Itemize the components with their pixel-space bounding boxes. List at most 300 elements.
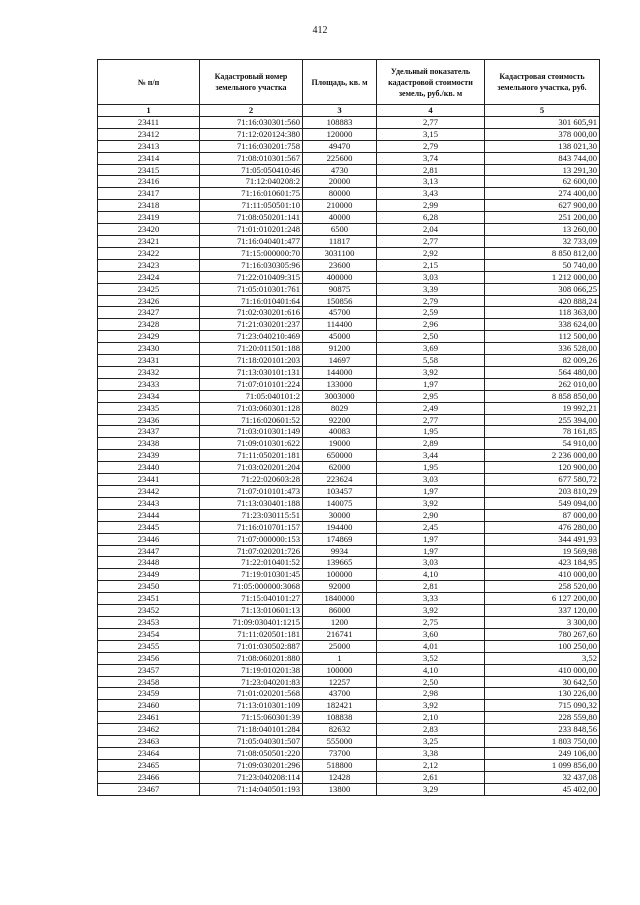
area-cell: 40000 bbox=[303, 212, 377, 224]
unit-value-cell: 3,03 bbox=[377, 474, 485, 486]
area-cell: 100000 bbox=[303, 569, 377, 581]
area-cell: 223624 bbox=[303, 474, 377, 486]
area-cell: 133000 bbox=[303, 378, 377, 390]
cadastral-number-cell: 71:05:040301:507 bbox=[200, 736, 303, 748]
table-row bbox=[98, 426, 600, 438]
cadastral-value-cell: 203 810,29 bbox=[485, 486, 600, 498]
table-row bbox=[98, 235, 600, 247]
unit-value-cell: 3,13 bbox=[377, 176, 485, 188]
table-row bbox=[98, 176, 600, 188]
row-number-cell: 23450 bbox=[98, 581, 200, 593]
unit-value-cell: 3,44 bbox=[377, 450, 485, 462]
table-row bbox=[98, 212, 600, 224]
table-row bbox=[98, 688, 600, 700]
unit-value-cell: 3,92 bbox=[377, 366, 485, 378]
table-row bbox=[98, 497, 600, 509]
table-row bbox=[98, 331, 600, 343]
row-number-cell: 23424 bbox=[98, 271, 200, 283]
row-number-cell: 23431 bbox=[98, 355, 200, 367]
cadastral-value-cell: 3,52 bbox=[485, 652, 600, 664]
row-number-cell: 23421 bbox=[98, 235, 200, 247]
cadastral-value-cell: 13 260,00 bbox=[485, 224, 600, 236]
row-number-cell: 23416 bbox=[98, 176, 200, 188]
unit-value-cell: 1,95 bbox=[377, 426, 485, 438]
page-number: 412 bbox=[312, 25, 328, 36]
row-number-cell: 23456 bbox=[98, 652, 200, 664]
table-row bbox=[98, 509, 600, 521]
row-number-cell: 23460 bbox=[98, 700, 200, 712]
area-cell: 194400 bbox=[303, 521, 377, 533]
area-cell: 43700 bbox=[303, 688, 377, 700]
cadastral-number-cell: 71:13:030101:131 bbox=[200, 366, 303, 378]
unit-value-cell: 3,03 bbox=[377, 271, 485, 283]
row-number-cell: 23449 bbox=[98, 569, 200, 581]
column-number: 2 bbox=[200, 105, 303, 117]
row-number-cell: 23447 bbox=[98, 545, 200, 557]
cadastral-value-table bbox=[97, 59, 600, 796]
area-cell: 650000 bbox=[303, 450, 377, 462]
cadastral-number-cell: 71:16:030301:560 bbox=[200, 116, 303, 128]
area-cell: 8029 bbox=[303, 402, 377, 414]
cadastral-number-cell: 71:12:020124:380 bbox=[200, 128, 303, 140]
area-cell: 216741 bbox=[303, 628, 377, 640]
cadastral-number-cell: 71:19:010301:45 bbox=[200, 569, 303, 581]
table-row bbox=[98, 521, 600, 533]
cadastral-number-cell: 71:23:030115:51 bbox=[200, 509, 303, 521]
area-cell: 103457 bbox=[303, 486, 377, 498]
cadastral-number-cell: 71:22:010401:52 bbox=[200, 557, 303, 569]
cadastral-number-cell: 71:08:050201:141 bbox=[200, 212, 303, 224]
row-number-cell: 23438 bbox=[98, 438, 200, 450]
cadastral-value-cell: 6 127 200,00 bbox=[485, 593, 600, 605]
cadastral-number-cell: 71:15:060301:39 bbox=[200, 712, 303, 724]
unit-value-cell: 2,77 bbox=[377, 414, 485, 426]
table-row bbox=[98, 295, 600, 307]
table-row bbox=[98, 593, 600, 605]
table-row bbox=[98, 712, 600, 724]
cadastral-value-cell: 228 559,80 bbox=[485, 712, 600, 724]
table-row bbox=[98, 486, 600, 498]
header-unit-value: Удельный показатель кадастровой стоимости земель, руб./кв. м bbox=[377, 60, 485, 105]
cadastral-value-cell: 344 491,93 bbox=[485, 533, 600, 545]
cadastral-number-cell: 71:05:050410:46 bbox=[200, 164, 303, 176]
row-number-cell: 23462 bbox=[98, 724, 200, 736]
row-number-cell: 23442 bbox=[98, 486, 200, 498]
area-cell: 45700 bbox=[303, 307, 377, 319]
table-row bbox=[98, 747, 600, 759]
cadastral-number-cell: 71:15:000000:70 bbox=[200, 247, 303, 259]
cadastral-value-cell: 3 300,00 bbox=[485, 616, 600, 628]
unit-value-cell: 3,15 bbox=[377, 128, 485, 140]
unit-value-cell: 3,52 bbox=[377, 652, 485, 664]
row-number-cell: 23437 bbox=[98, 426, 200, 438]
area-cell: 40083 bbox=[303, 426, 377, 438]
unit-value-cell: 3,38 bbox=[377, 747, 485, 759]
cadastral-value-cell: 780 267,60 bbox=[485, 628, 600, 640]
area-cell: 49470 bbox=[303, 140, 377, 152]
table-row bbox=[98, 164, 600, 176]
table-row bbox=[98, 355, 600, 367]
table-row bbox=[98, 533, 600, 545]
unit-value-cell: 3,43 bbox=[377, 188, 485, 200]
cadastral-number-cell: 71:05:040101:2 bbox=[200, 390, 303, 402]
header-row bbox=[98, 60, 600, 105]
table-row bbox=[98, 366, 600, 378]
area-cell: 82632 bbox=[303, 724, 377, 736]
row-number-cell: 23440 bbox=[98, 462, 200, 474]
cadastral-number-cell: 71:12:040208:2 bbox=[200, 176, 303, 188]
unit-value-cell: 2,77 bbox=[377, 116, 485, 128]
unit-value-cell: 2,79 bbox=[377, 140, 485, 152]
unit-value-cell: 2,10 bbox=[377, 712, 485, 724]
row-number-cell: 23418 bbox=[98, 200, 200, 212]
cadastral-value-cell: 258 520,00 bbox=[485, 581, 600, 593]
row-number-cell: 23425 bbox=[98, 283, 200, 295]
cadastral-number-cell: 71:01:020201:568 bbox=[200, 688, 303, 700]
cadastral-value-cell: 564 480,00 bbox=[485, 366, 600, 378]
area-cell: 86000 bbox=[303, 605, 377, 617]
table-row bbox=[98, 474, 600, 486]
area-cell: 12428 bbox=[303, 771, 377, 783]
cadastral-value-cell: 336 528,00 bbox=[485, 343, 600, 355]
unit-value-cell: 2,79 bbox=[377, 295, 485, 307]
unit-value-cell: 1,97 bbox=[377, 378, 485, 390]
cadastral-value-cell: 138 021,30 bbox=[485, 140, 600, 152]
table-row bbox=[98, 605, 600, 617]
row-number-cell: 23439 bbox=[98, 450, 200, 462]
cadastral-value-cell: 549 094,00 bbox=[485, 497, 600, 509]
cadastral-value-cell: 308 066,25 bbox=[485, 283, 600, 295]
cadastral-value-cell: 32 437,08 bbox=[485, 771, 600, 783]
cadastral-number-cell: 71:07:000000:153 bbox=[200, 533, 303, 545]
table-row bbox=[98, 259, 600, 271]
table-row bbox=[98, 557, 600, 569]
cadastral-number-cell: 71:09:030401:1215 bbox=[200, 616, 303, 628]
table-row bbox=[98, 724, 600, 736]
header-area: Площадь, кв. м bbox=[303, 60, 377, 105]
table-row bbox=[98, 640, 600, 652]
area-cell: 139665 bbox=[303, 557, 377, 569]
cadastral-value-cell: 100 250,00 bbox=[485, 640, 600, 652]
cadastral-value-cell: 378 000,00 bbox=[485, 128, 600, 140]
area-cell: 4730 bbox=[303, 164, 377, 176]
unit-value-cell: 2,81 bbox=[377, 164, 485, 176]
row-number-cell: 23457 bbox=[98, 664, 200, 676]
header-cadastral-value: Кадастровая стоимость земельного участка, руб. bbox=[485, 60, 600, 105]
cadastral-number-cell: 71:23:040208:114 bbox=[200, 771, 303, 783]
cadastral-value-cell: 87 000,00 bbox=[485, 509, 600, 521]
area-cell: 23600 bbox=[303, 259, 377, 271]
cadastral-number-cell: 71:20:011501:188 bbox=[200, 343, 303, 355]
unit-value-cell: 3,60 bbox=[377, 628, 485, 640]
cadastral-value-cell: 118 363,00 bbox=[485, 307, 600, 319]
area-cell: 11817 bbox=[303, 235, 377, 247]
area-cell: 6500 bbox=[303, 224, 377, 236]
unit-value-cell: 3,03 bbox=[377, 557, 485, 569]
cadastral-number-cell: 71:09:030201:296 bbox=[200, 759, 303, 771]
cadastral-value-cell: 120 900,00 bbox=[485, 462, 600, 474]
unit-value-cell: 2,98 bbox=[377, 688, 485, 700]
row-number-cell: 23427 bbox=[98, 307, 200, 319]
cadastral-value-cell: 30 642,50 bbox=[485, 676, 600, 688]
table-row bbox=[98, 224, 600, 236]
table-row bbox=[98, 116, 600, 128]
cadastral-value-cell: 249 106,00 bbox=[485, 747, 600, 759]
row-number-cell: 23419 bbox=[98, 212, 200, 224]
cadastral-value-cell: 1 803 750,00 bbox=[485, 736, 600, 748]
cadastral-number-cell: 71:11:050201:181 bbox=[200, 450, 303, 462]
area-cell: 80000 bbox=[303, 188, 377, 200]
row-number-cell: 23445 bbox=[98, 521, 200, 533]
row-number-cell: 23463 bbox=[98, 736, 200, 748]
row-number-cell: 23423 bbox=[98, 259, 200, 271]
column-number-row bbox=[98, 105, 600, 117]
unit-value-cell: 2,04 bbox=[377, 224, 485, 236]
cadastral-number-cell: 71:23:040201:83 bbox=[200, 676, 303, 688]
row-number-cell: 23451 bbox=[98, 593, 200, 605]
cadastral-number-cell: 71:14:040501:193 bbox=[200, 783, 303, 795]
cadastral-number-cell: 71:08:060201:880 bbox=[200, 652, 303, 664]
area-cell: 30000 bbox=[303, 509, 377, 521]
table-row bbox=[98, 783, 600, 795]
area-cell: 1 bbox=[303, 652, 377, 664]
cadastral-value-cell: 8 858 850,00 bbox=[485, 390, 600, 402]
table-row bbox=[98, 736, 600, 748]
cadastral-value-cell: 715 090,32 bbox=[485, 700, 600, 712]
row-number-cell: 23429 bbox=[98, 331, 200, 343]
cadastral-number-cell: 71:08:050501:220 bbox=[200, 747, 303, 759]
cadastral-value-cell: 19 992,21 bbox=[485, 402, 600, 414]
cadastral-number-cell: 71:21:030201:237 bbox=[200, 319, 303, 331]
unit-value-cell: 3,74 bbox=[377, 152, 485, 164]
cadastral-value-cell: 337 120,00 bbox=[485, 605, 600, 617]
unit-value-cell: 3,33 bbox=[377, 593, 485, 605]
area-cell: 25000 bbox=[303, 640, 377, 652]
area-cell: 45000 bbox=[303, 331, 377, 343]
cadastral-value-cell: 274 400,00 bbox=[485, 188, 600, 200]
unit-value-cell: 2,49 bbox=[377, 402, 485, 414]
header-row-number: № п/п bbox=[98, 60, 200, 105]
row-number-cell: 23444 bbox=[98, 509, 200, 521]
table-row bbox=[98, 343, 600, 355]
table-row bbox=[98, 414, 600, 426]
cadastral-number-cell: 71:16:040401:477 bbox=[200, 235, 303, 247]
area-cell: 14697 bbox=[303, 355, 377, 367]
column-number: 5 bbox=[485, 105, 600, 117]
cadastral-number-cell: 71:02:030201:616 bbox=[200, 307, 303, 319]
cadastral-number-cell: 71:22:020603:28 bbox=[200, 474, 303, 486]
cadastral-value-cell: 45 402,00 bbox=[485, 783, 600, 795]
row-number-cell: 23420 bbox=[98, 224, 200, 236]
area-cell: 13800 bbox=[303, 783, 377, 795]
unit-value-cell: 1,97 bbox=[377, 545, 485, 557]
cadastral-value-cell: 410 000,00 bbox=[485, 664, 600, 676]
cadastral-value-cell: 251 200,00 bbox=[485, 212, 600, 224]
area-cell: 73700 bbox=[303, 747, 377, 759]
unit-value-cell: 2,50 bbox=[377, 331, 485, 343]
table-row bbox=[98, 438, 600, 450]
unit-value-cell: 2,95 bbox=[377, 390, 485, 402]
cadastral-number-cell: 71:08:010301:567 bbox=[200, 152, 303, 164]
area-cell: 3031100 bbox=[303, 247, 377, 259]
unit-value-cell: 3,39 bbox=[377, 283, 485, 295]
cadastral-value-cell: 2 236 000,00 bbox=[485, 450, 600, 462]
cadastral-number-cell: 71:07:010101:224 bbox=[200, 378, 303, 390]
unit-value-cell: 3,29 bbox=[377, 783, 485, 795]
area-cell: 144000 bbox=[303, 366, 377, 378]
unit-value-cell: 5,58 bbox=[377, 355, 485, 367]
cadastral-value-cell: 1 099 856,00 bbox=[485, 759, 600, 771]
cadastral-value-cell: 82 009,26 bbox=[485, 355, 600, 367]
area-cell: 108838 bbox=[303, 712, 377, 724]
table-row bbox=[98, 759, 600, 771]
cadastral-value-cell: 54 910,00 bbox=[485, 438, 600, 450]
unit-value-cell: 2,81 bbox=[377, 581, 485, 593]
cadastral-value-cell: 1 212 000,00 bbox=[485, 271, 600, 283]
cadastral-number-cell: 71:07:020201:726 bbox=[200, 545, 303, 557]
cadastral-value-cell: 255 394,00 bbox=[485, 414, 600, 426]
unit-value-cell: 3,69 bbox=[377, 343, 485, 355]
unit-value-cell: 4,10 bbox=[377, 569, 485, 581]
table-row bbox=[98, 200, 600, 212]
unit-value-cell: 2,75 bbox=[377, 616, 485, 628]
table-row bbox=[98, 188, 600, 200]
area-cell: 114400 bbox=[303, 319, 377, 331]
unit-value-cell: 2,77 bbox=[377, 235, 485, 247]
cadastral-value-cell: 19 569,98 bbox=[485, 545, 600, 557]
unit-value-cell: 2,59 bbox=[377, 307, 485, 319]
area-cell: 108883 bbox=[303, 116, 377, 128]
cadastral-number-cell: 71:03:010301:149 bbox=[200, 426, 303, 438]
table-row bbox=[98, 271, 600, 283]
unit-value-cell: 2,61 bbox=[377, 771, 485, 783]
cadastral-value-cell: 627 900,00 bbox=[485, 200, 600, 212]
cadastral-value-cell: 32 733,09 bbox=[485, 235, 600, 247]
table-row bbox=[98, 390, 600, 402]
cadastral-value-cell: 843 744,00 bbox=[485, 152, 600, 164]
table-row bbox=[98, 378, 600, 390]
table-row bbox=[98, 676, 600, 688]
row-number-cell: 23441 bbox=[98, 474, 200, 486]
unit-value-cell: 2,15 bbox=[377, 259, 485, 271]
row-number-cell: 23467 bbox=[98, 783, 200, 795]
cadastral-number-cell: 71:13:030401:188 bbox=[200, 497, 303, 509]
cadastral-value-cell: 338 624,00 bbox=[485, 319, 600, 331]
row-number-cell: 23433 bbox=[98, 378, 200, 390]
cadastral-number-cell: 71:05:010301:761 bbox=[200, 283, 303, 295]
cadastral-number-cell: 71:16:010701:157 bbox=[200, 521, 303, 533]
area-cell: 225600 bbox=[303, 152, 377, 164]
row-number-cell: 23436 bbox=[98, 414, 200, 426]
unit-value-cell: 4,10 bbox=[377, 664, 485, 676]
unit-value-cell: 2,92 bbox=[377, 247, 485, 259]
unit-value-cell: 1,97 bbox=[377, 486, 485, 498]
table-row bbox=[98, 628, 600, 640]
cadastral-number-cell: 71:18:020101:203 bbox=[200, 355, 303, 367]
row-number-cell: 23452 bbox=[98, 605, 200, 617]
row-number-cell: 23434 bbox=[98, 390, 200, 402]
row-number-cell: 23414 bbox=[98, 152, 200, 164]
table-row bbox=[98, 307, 600, 319]
cadastral-value-cell: 62 600,00 bbox=[485, 176, 600, 188]
area-cell: 555000 bbox=[303, 736, 377, 748]
row-number-cell: 23417 bbox=[98, 188, 200, 200]
table-row bbox=[98, 664, 600, 676]
cadastral-number-cell: 71:18:040101:284 bbox=[200, 724, 303, 736]
table-row bbox=[98, 247, 600, 259]
row-number-cell: 23446 bbox=[98, 533, 200, 545]
unit-value-cell: 3,25 bbox=[377, 736, 485, 748]
unit-value-cell: 4,01 bbox=[377, 640, 485, 652]
area-cell: 9934 bbox=[303, 545, 377, 557]
table-row bbox=[98, 152, 600, 164]
row-number-cell: 23448 bbox=[98, 557, 200, 569]
row-number-cell: 23453 bbox=[98, 616, 200, 628]
row-number-cell: 23461 bbox=[98, 712, 200, 724]
cadastral-number-cell: 71:16:020601:52 bbox=[200, 414, 303, 426]
cadastral-value-cell: 112 500,00 bbox=[485, 331, 600, 343]
cadastral-number-cell: 71:13:010301:109 bbox=[200, 700, 303, 712]
table-row bbox=[98, 450, 600, 462]
cadastral-value-cell: 130 226,00 bbox=[485, 688, 600, 700]
cadastral-number-cell: 71:15:040101:27 bbox=[200, 593, 303, 605]
cadastral-number-cell: 71:13:010601:13 bbox=[200, 605, 303, 617]
row-number-cell: 23428 bbox=[98, 319, 200, 331]
unit-value-cell: 2,45 bbox=[377, 521, 485, 533]
cadastral-value-cell: 8 850 812,00 bbox=[485, 247, 600, 259]
cadastral-value-cell: 13 291,30 bbox=[485, 164, 600, 176]
cadastral-number-cell: 71:01:010201:248 bbox=[200, 224, 303, 236]
area-cell: 3003000 bbox=[303, 390, 377, 402]
table-row bbox=[98, 569, 600, 581]
area-cell: 210000 bbox=[303, 200, 377, 212]
column-number: 1 bbox=[98, 105, 200, 117]
cadastral-number-cell: 71:03:060301:128 bbox=[200, 402, 303, 414]
cadastral-value-cell: 50 740,00 bbox=[485, 259, 600, 271]
unit-value-cell: 2,12 bbox=[377, 759, 485, 771]
row-number-cell: 23465 bbox=[98, 759, 200, 771]
area-cell: 92000 bbox=[303, 581, 377, 593]
column-number: 4 bbox=[377, 105, 485, 117]
cadastral-value-cell: 233 848,56 bbox=[485, 724, 600, 736]
table-row bbox=[98, 319, 600, 331]
cadastral-number-cell: 71:01:030502:887 bbox=[200, 640, 303, 652]
cadastral-value-cell: 420 888,24 bbox=[485, 295, 600, 307]
table-body bbox=[98, 116, 600, 795]
cadastral-number-cell: 71:19:010201:38 bbox=[200, 664, 303, 676]
row-number-cell: 23459 bbox=[98, 688, 200, 700]
cadastral-number-cell: 71:16:010601:75 bbox=[200, 188, 303, 200]
area-cell: 400000 bbox=[303, 271, 377, 283]
unit-value-cell: 3,92 bbox=[377, 497, 485, 509]
unit-value-cell: 2,96 bbox=[377, 319, 485, 331]
table-row bbox=[98, 771, 600, 783]
area-cell: 182421 bbox=[303, 700, 377, 712]
area-cell: 92200 bbox=[303, 414, 377, 426]
cadastral-number-cell: 71:03:020201:204 bbox=[200, 462, 303, 474]
row-number-cell: 23443 bbox=[98, 497, 200, 509]
table-row bbox=[98, 462, 600, 474]
row-number-cell: 23435 bbox=[98, 402, 200, 414]
table-row bbox=[98, 545, 600, 557]
table-row bbox=[98, 581, 600, 593]
area-cell: 20000 bbox=[303, 176, 377, 188]
row-number-cell: 23413 bbox=[98, 140, 200, 152]
table-row bbox=[98, 128, 600, 140]
unit-value-cell: 1,97 bbox=[377, 533, 485, 545]
cadastral-value-cell: 410 000,00 bbox=[485, 569, 600, 581]
row-number-cell: 23430 bbox=[98, 343, 200, 355]
